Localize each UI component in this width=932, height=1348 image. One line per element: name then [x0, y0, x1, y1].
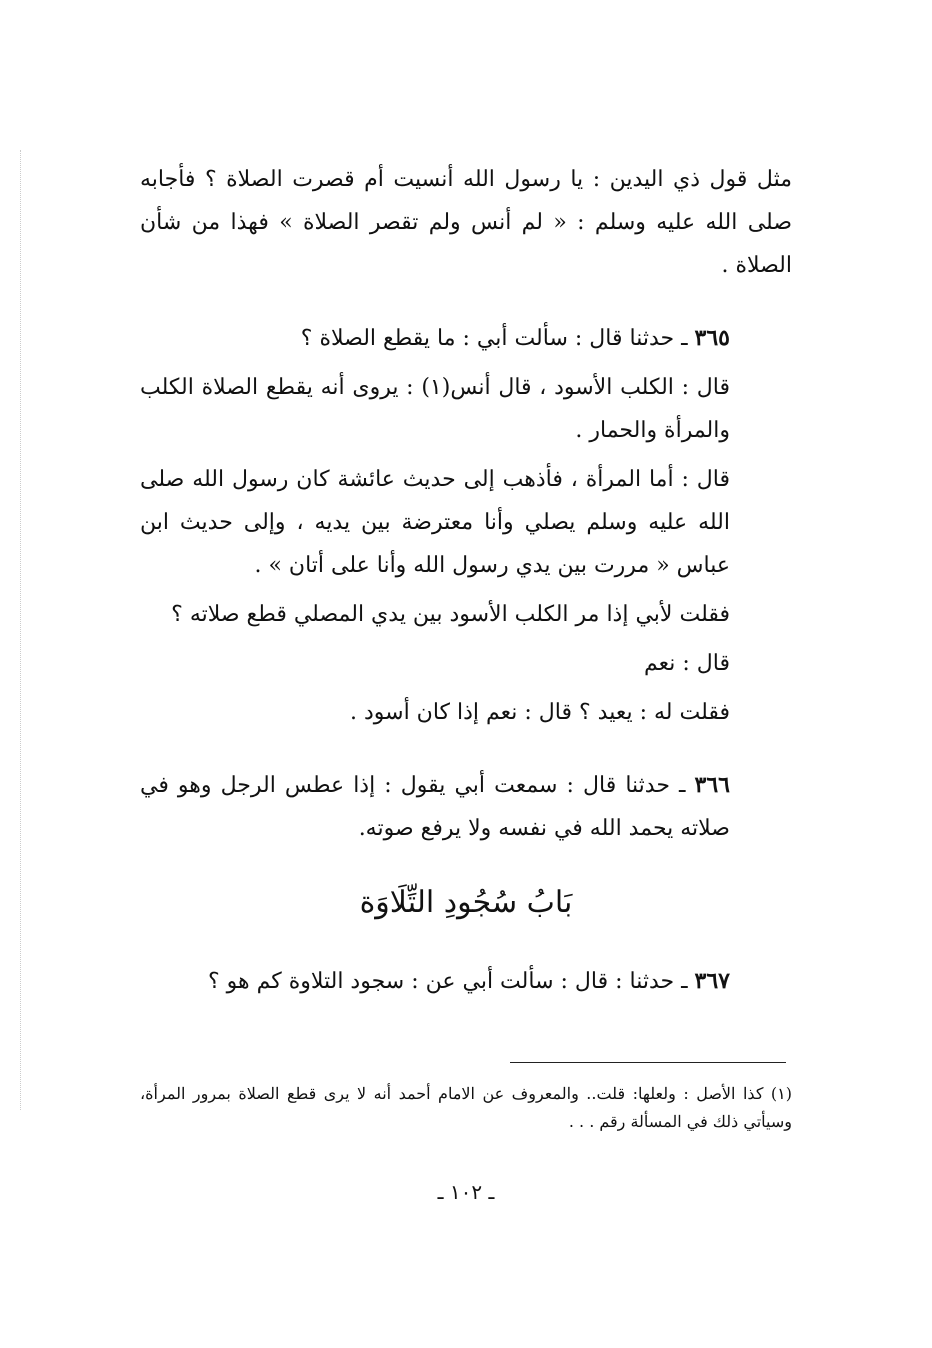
paragraph-4: قال : أما المرأة ، فأذهب إلى حديث عائشة كان رسول الله صلى الله عليه وسلم يصلي وأنا معترضة بين يديه ، وإلى حديث ابن عباس « مررت بين يدي رسول الله وأنا على أتان » . — [140, 467, 730, 578]
paragraph-7: فقلت له : يعيد ؟ قال : نعم إذا كان أسود . — [349, 700, 730, 725]
chapter-heading: بَابُ سُجُودِ التِّلَاوَة — [359, 885, 573, 920]
paragraph-3: قال : الكلب الأسود ، قال أنس(١) : يروى أنه يقطع الصلاة الكلب والمرأة والحمار . — [140, 375, 730, 443]
paragraph-365 — [140, 317, 792, 360]
question-number-365: ٣٦٥ — [694, 325, 730, 351]
paragraph-366 — [140, 764, 792, 850]
question-text-367: ـ حدثنا : قال : سألت أبي عن : سجود التلاوة كم هو ؟ — [207, 969, 695, 994]
scan-margin-line — [20, 150, 21, 1110]
question-text-366: ـ حدثنا قال : سمعت أبي يقول : إذا عطس الرجل وهو في صلاته يحمد الله في نفسه ولا يرفع صوته. — [140, 773, 730, 841]
footnote: (١) كذا الأصل : ولعلها: قلت.. والمعروف عن الامام أحمد أنه لا يرى قطع الصلاة بمرور المرأة، وسيأتي ذلك في المسألة رقم . . . — [140, 1084, 792, 1131]
page-number: ـ ١٠٢ ـ — [437, 1180, 495, 1204]
paragraph-5: فقلت لأبي إذا مر الكلب الأسود بين يدي المصلي قطع صلاته ؟ — [171, 602, 730, 627]
page-body — [140, 158, 792, 850]
footnote-separator — [510, 1062, 786, 1063]
paragraph-6: قال : نعم — [644, 651, 730, 676]
paragraph-367 — [140, 960, 792, 1003]
page-body-lower — [140, 960, 792, 1003]
question-number-367: ٣٦٧ — [694, 968, 730, 994]
question-text-365: ـ حدثنا قال : سألت أبي : ما يقطع الصلاة ؟ — [300, 326, 695, 351]
question-number-366: ٣٦٦ — [694, 772, 730, 798]
paragraph-1: مثل قول ذي اليدين : يا رسول الله أنسيت أم قصرت الصلاة ؟ فأجابه صلى الله عليه وسلم : « لم أنس ولم تقصر الصلاة » فهذا من شأن الصلاة . — [140, 167, 792, 278]
